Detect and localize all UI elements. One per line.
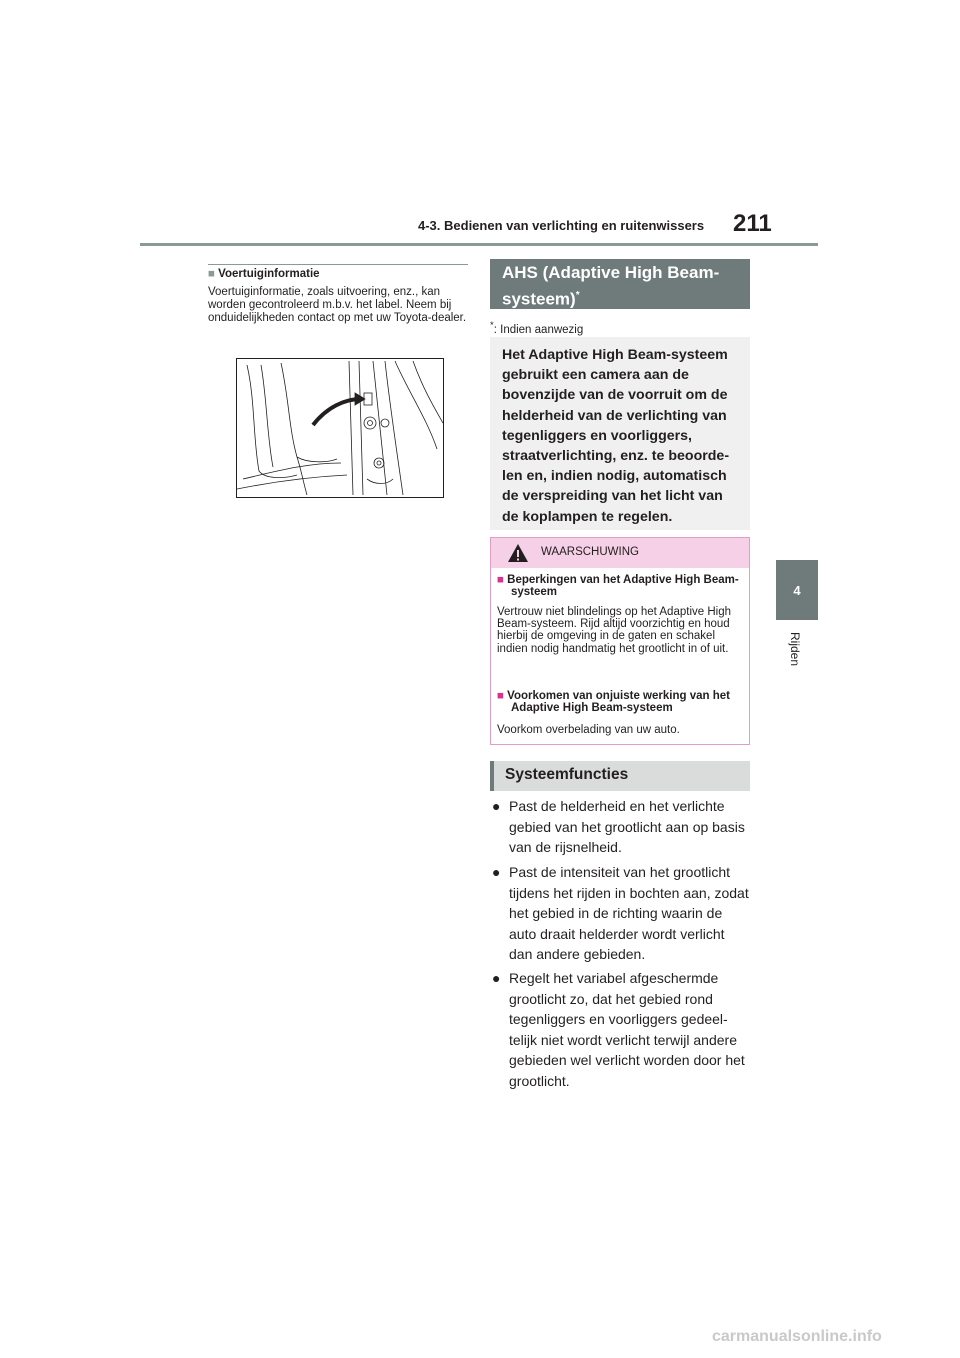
page-number: 211	[733, 210, 772, 237]
footnote-mark: *	[490, 320, 494, 331]
chapter-label-text: Rijden	[788, 632, 802, 667]
vehicle-info-text: Voertuiginformatie, zoals uitvoering, enz., kan worden gecontroleerd m.b.v. het label. Neem bij onduidelijkheden contact op met uw Toyota-dealer.	[208, 286, 467, 324]
footnote-text: : Indien aanwezig	[493, 323, 584, 336]
ahs-heading-line2-text: systeem)	[502, 289, 576, 309]
list-item	[492, 862, 750, 965]
list-item-text: Past de intensiteit van het grootlicht tijdens het rijden in bochten aan, zodat het gebied in de richting waarin de auto draait helderder wordt verlicht dan andere gebieden.	[509, 864, 749, 962]
warning-box	[490, 537, 750, 745]
chapter-number: 4	[793, 582, 801, 598]
list-item-text: Past de helderheid en het verlichte gebied van het grootlicht aan op basis van de rijsnelheid.	[509, 798, 745, 855]
square-icon: ■	[497, 690, 504, 702]
door-pillar-label-illustration	[236, 358, 444, 498]
warning-item-heading-text: Voorkomen van onjuiste werking van het Adaptive High Beam-systeem	[507, 690, 730, 715]
warning-header	[491, 538, 749, 568]
warning-title: WAARSCHUWING	[541, 546, 639, 558]
ahs-heading-line1: AHS (Adaptive High Beam-	[502, 263, 720, 282]
bullet-icon: ●	[492, 864, 501, 880]
warning-item-body: Vertrouw niet blindelings op het Adaptive High Beam-systeem. Rijd altijd voorzichtig en houd hierbij de omgeving in de gaten en schakel indien nodig handmatig het grootlicht in of uit.	[497, 606, 731, 655]
list-item	[492, 968, 750, 1091]
warning-item-heading	[497, 690, 757, 714]
square-icon: ■	[497, 574, 504, 586]
section-title: 4-3. Bedienen van verlichting en ruitenwissers	[418, 218, 705, 233]
subsection-heading	[208, 268, 320, 280]
bullet-icon: ●	[492, 970, 501, 986]
warning-triangle-icon	[507, 543, 529, 563]
list-item	[492, 796, 750, 858]
ahs-heading-line2	[502, 284, 738, 311]
header-rule	[140, 243, 818, 246]
system-functions-heading: Systeemfuncties	[490, 761, 750, 791]
warning-item-heading	[497, 574, 757, 598]
square-icon: ■	[208, 268, 215, 280]
list-item-text: Regelt het variabel afgeschermde grootlicht zo, dat het gebied rond tegenliggers en voorliggers gedeel-telijk niet wordt verlicht terwijl andere gebieden wel verlicht worden door het grootlicht.	[509, 970, 745, 1089]
footnote	[490, 320, 750, 336]
bullet-icon: ●	[492, 798, 501, 814]
chapter-tab	[776, 560, 818, 620]
watermark: carmanualsonline.info	[712, 1328, 882, 1345]
seat-door-illustration-svg	[237, 359, 443, 497]
subsection-heading-text: Voertuiginformatie	[218, 268, 320, 280]
warning-item-heading-text: Beperkingen van het Adaptive High Beam-systeem	[507, 574, 739, 599]
ahs-heading	[490, 259, 750, 309]
subsection-rule	[208, 264, 468, 265]
ahs-heading-sup: *	[575, 290, 580, 301]
ahs-intro: Het Adaptive High Beam-systeem gebruikt een camera aan de bovenzijde van de voorruit om de helderheid van de verlichting van tegenliggers en voorliggers, straatverlichting, enz. te beoorde-len en, indien nodig, automatisch de verspreiding van het licht van de koplampen te regelen.	[490, 337, 750, 530]
chapter-label	[784, 632, 810, 692]
warning-item-body: Voorkom overbelading van uw auto.	[497, 724, 680, 736]
